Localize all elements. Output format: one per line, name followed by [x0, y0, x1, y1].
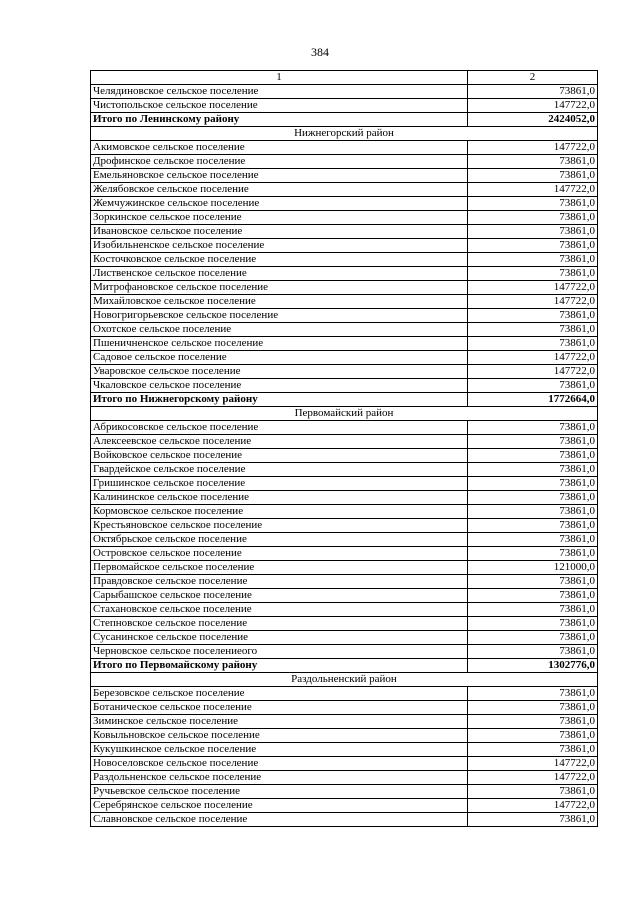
settlement-name: Славновское сельское поселение [91, 813, 468, 827]
allocation-amount: 147722,0 [468, 141, 598, 155]
allocation-amount: 73861,0 [468, 449, 598, 463]
table-row [91, 533, 598, 547]
allocation-amount: 147722,0 [468, 295, 598, 309]
table-row [91, 309, 598, 323]
table-row [91, 771, 598, 785]
table-row [91, 267, 598, 281]
table-row [91, 183, 598, 197]
settlement-name: Садовое сельское поселение [91, 351, 468, 365]
table-row [91, 617, 598, 631]
table-row [91, 421, 598, 435]
settlement-name: Косточковское сельское поселение [91, 253, 468, 267]
total-label: Итого по Первомайскому району [91, 659, 468, 673]
settlement-name: Челядиновское сельское поселение [91, 85, 468, 99]
settlement-name: Чкаловское сельское поселение [91, 379, 468, 393]
settlement-name: Емельяновское сельское поселение [91, 169, 468, 183]
settlement-name: Чистопольское сельское поселение [91, 99, 468, 113]
table-row [91, 337, 598, 351]
settlement-name: Ботаническое сельское поселение [91, 701, 468, 715]
allocation-amount: 73861,0 [468, 701, 598, 715]
table-row [91, 85, 598, 99]
settlement-name: Акимовское сельское поселение [91, 141, 468, 155]
table-row [91, 365, 598, 379]
table-row [91, 351, 598, 365]
allocation-amount: 73861,0 [468, 225, 598, 239]
allocation-amount: 73861,0 [468, 309, 598, 323]
allocation-amount: 73861,0 [468, 687, 598, 701]
table-row [91, 323, 598, 337]
table-row [91, 547, 598, 561]
table-row [91, 561, 598, 575]
allocation-amount: 73861,0 [468, 575, 598, 589]
district-total-row [91, 113, 598, 127]
allocation-amount: 73861,0 [468, 421, 598, 435]
table-row [91, 197, 598, 211]
allocation-amount: 73861,0 [468, 85, 598, 99]
district-name: Первомайский район [91, 407, 598, 421]
settlement-name: Ивановское сельское поселение [91, 225, 468, 239]
district-name: Нижнегорский район [91, 127, 598, 141]
settlement-name: Березовское сельское поселение [91, 687, 468, 701]
settlement-name: Алексеевское сельское поселение [91, 435, 468, 449]
page-number: 384 [311, 45, 329, 59]
district-name: Раздольненский район [91, 673, 598, 687]
settlement-name: Желябовское сельское поселение [91, 183, 468, 197]
settlement-name: Новоселовское сельское поселение [91, 757, 468, 771]
settlement-name: Охотское сельское поселение [91, 323, 468, 337]
table-row [91, 743, 598, 757]
allocation-amount: 73861,0 [468, 645, 598, 659]
allocation-amount: 73861,0 [468, 323, 598, 337]
settlement-name: Ковыльновское сельское поселение [91, 729, 468, 743]
table-row [91, 155, 598, 169]
settlement-name: Зиминское сельское поселение [91, 715, 468, 729]
district-heading-row [91, 673, 598, 687]
total-label: Итого по Ленинскому району [91, 113, 468, 127]
table-row [91, 253, 598, 267]
allocation-amount: 147722,0 [468, 757, 598, 771]
column-header-1: 1 [91, 71, 468, 85]
allocation-amount: 73861,0 [468, 589, 598, 603]
settlement-name: Сусанинское сельское поселение [91, 631, 468, 645]
table-row [91, 519, 598, 533]
allocation-amount: 147722,0 [468, 351, 598, 365]
table-header-row [91, 71, 598, 85]
settlement-name: Степновское сельское поселение [91, 617, 468, 631]
allocation-amount: 147722,0 [468, 281, 598, 295]
table-row [91, 449, 598, 463]
table-row [91, 645, 598, 659]
settlement-name: Калининское сельское поселение [91, 491, 468, 505]
allocation-amount: 73861,0 [468, 155, 598, 169]
table-row [91, 785, 598, 799]
allocation-amount: 73861,0 [468, 533, 598, 547]
column-header-2: 2 [468, 71, 598, 85]
settlement-name: Черновское сельское поселениеого [91, 645, 468, 659]
total-amount: 1772664,0 [468, 393, 598, 407]
table-row [91, 505, 598, 519]
allocation-amount: 73861,0 [468, 267, 598, 281]
allocation-amount: 73861,0 [468, 785, 598, 799]
total-amount: 1302776,0 [468, 659, 598, 673]
total-label: Итого по Нижнегорскому району [91, 393, 468, 407]
allocation-amount: 73861,0 [468, 729, 598, 743]
allocation-amount: 73861,0 [468, 603, 598, 617]
settlement-name: Кормовское сельское поселение [91, 505, 468, 519]
table-row [91, 575, 598, 589]
settlement-name: Уваровское сельское поселение [91, 365, 468, 379]
settlement-name: Островское сельское поселение [91, 547, 468, 561]
allocation-amount: 73861,0 [468, 715, 598, 729]
settlement-name: Раздольненское сельское поселение [91, 771, 468, 785]
allocation-table [90, 70, 598, 827]
allocation-amount: 73861,0 [468, 743, 598, 757]
allocation-amount: 147722,0 [468, 799, 598, 813]
settlement-name: Стахановское сельское поселение [91, 603, 468, 617]
table-row [91, 687, 598, 701]
table-row [91, 99, 598, 113]
allocation-amount: 73861,0 [468, 197, 598, 211]
table-row [91, 491, 598, 505]
table-row [91, 729, 598, 743]
table-row [91, 757, 598, 771]
settlement-name: Гвардейское сельское поселение [91, 463, 468, 477]
table-row [91, 379, 598, 393]
settlement-name: Изобильненское сельское поселение [91, 239, 468, 253]
allocation-amount: 73861,0 [468, 477, 598, 491]
allocation-amount: 147722,0 [468, 99, 598, 113]
allocation-amount: 147722,0 [468, 365, 598, 379]
settlement-name: Жемчужинское сельское поселение [91, 197, 468, 211]
allocation-amount: 121000,0 [468, 561, 598, 575]
allocation-amount: 147722,0 [468, 183, 598, 197]
table-row [91, 463, 598, 477]
district-heading-row [91, 407, 598, 421]
table-row [91, 799, 598, 813]
settlement-name: Правдовское сельское поселение [91, 575, 468, 589]
settlement-name: Абрикосовское сельское поселение [91, 421, 468, 435]
settlement-name: Дрофинское сельское поселение [91, 155, 468, 169]
allocation-amount: 73861,0 [468, 379, 598, 393]
table-row [91, 715, 598, 729]
allocation-amount: 73861,0 [468, 547, 598, 561]
allocation-amount: 73861,0 [468, 239, 598, 253]
settlement-name: Серебрянское сельское поселение [91, 799, 468, 813]
table-row [91, 589, 598, 603]
allocation-amount: 73861,0 [468, 519, 598, 533]
settlement-name: Сарыбашское сельское поселение [91, 589, 468, 603]
table-row [91, 813, 598, 827]
allocation-amount: 73861,0 [468, 169, 598, 183]
table-row [91, 477, 598, 491]
allocation-table-body [91, 71, 598, 827]
table-row [91, 225, 598, 239]
settlement-name: Кукушкинское сельское поселение [91, 743, 468, 757]
table-row [91, 631, 598, 645]
allocation-amount: 73861,0 [468, 337, 598, 351]
allocation-amount: 73861,0 [468, 617, 598, 631]
settlement-name: Пшеничненское сельское поселение [91, 337, 468, 351]
settlement-name: Михайловское сельское поселение [91, 295, 468, 309]
district-heading-row [91, 127, 598, 141]
table-row [91, 701, 598, 715]
table-row [91, 169, 598, 183]
settlement-name: Митрофановское сельское поселение [91, 281, 468, 295]
table-row [91, 239, 598, 253]
table-row [91, 295, 598, 309]
table-row [91, 211, 598, 225]
table-row [91, 281, 598, 295]
allocation-amount: 147722,0 [468, 771, 598, 785]
allocation-amount: 73861,0 [468, 253, 598, 267]
district-total-row [91, 393, 598, 407]
allocation-amount: 73861,0 [468, 211, 598, 225]
settlement-name: Гришинское сельское поселение [91, 477, 468, 491]
total-amount: 2424052,0 [468, 113, 598, 127]
table-row [91, 603, 598, 617]
settlement-name: Крестьяновское сельское поселение [91, 519, 468, 533]
allocation-amount: 73861,0 [468, 813, 598, 827]
settlement-name: Ручьевское сельское поселение [91, 785, 468, 799]
settlement-name: Войковское сельское поселение [91, 449, 468, 463]
allocation-amount: 73861,0 [468, 631, 598, 645]
allocation-amount: 73861,0 [468, 505, 598, 519]
table-row [91, 435, 598, 449]
settlement-name: Первомайское сельское поселение [91, 561, 468, 575]
settlement-name: Новогригорьевское сельское поселение [91, 309, 468, 323]
allocation-amount: 73861,0 [468, 435, 598, 449]
allocation-amount: 73861,0 [468, 491, 598, 505]
settlement-name: Лиственское сельское поселение [91, 267, 468, 281]
table-row [91, 141, 598, 155]
district-total-row [91, 659, 598, 673]
settlement-name: Зоркинское сельское поселение [91, 211, 468, 225]
settlement-name: Октябрьское сельское поселение [91, 533, 468, 547]
allocation-amount: 73861,0 [468, 463, 598, 477]
